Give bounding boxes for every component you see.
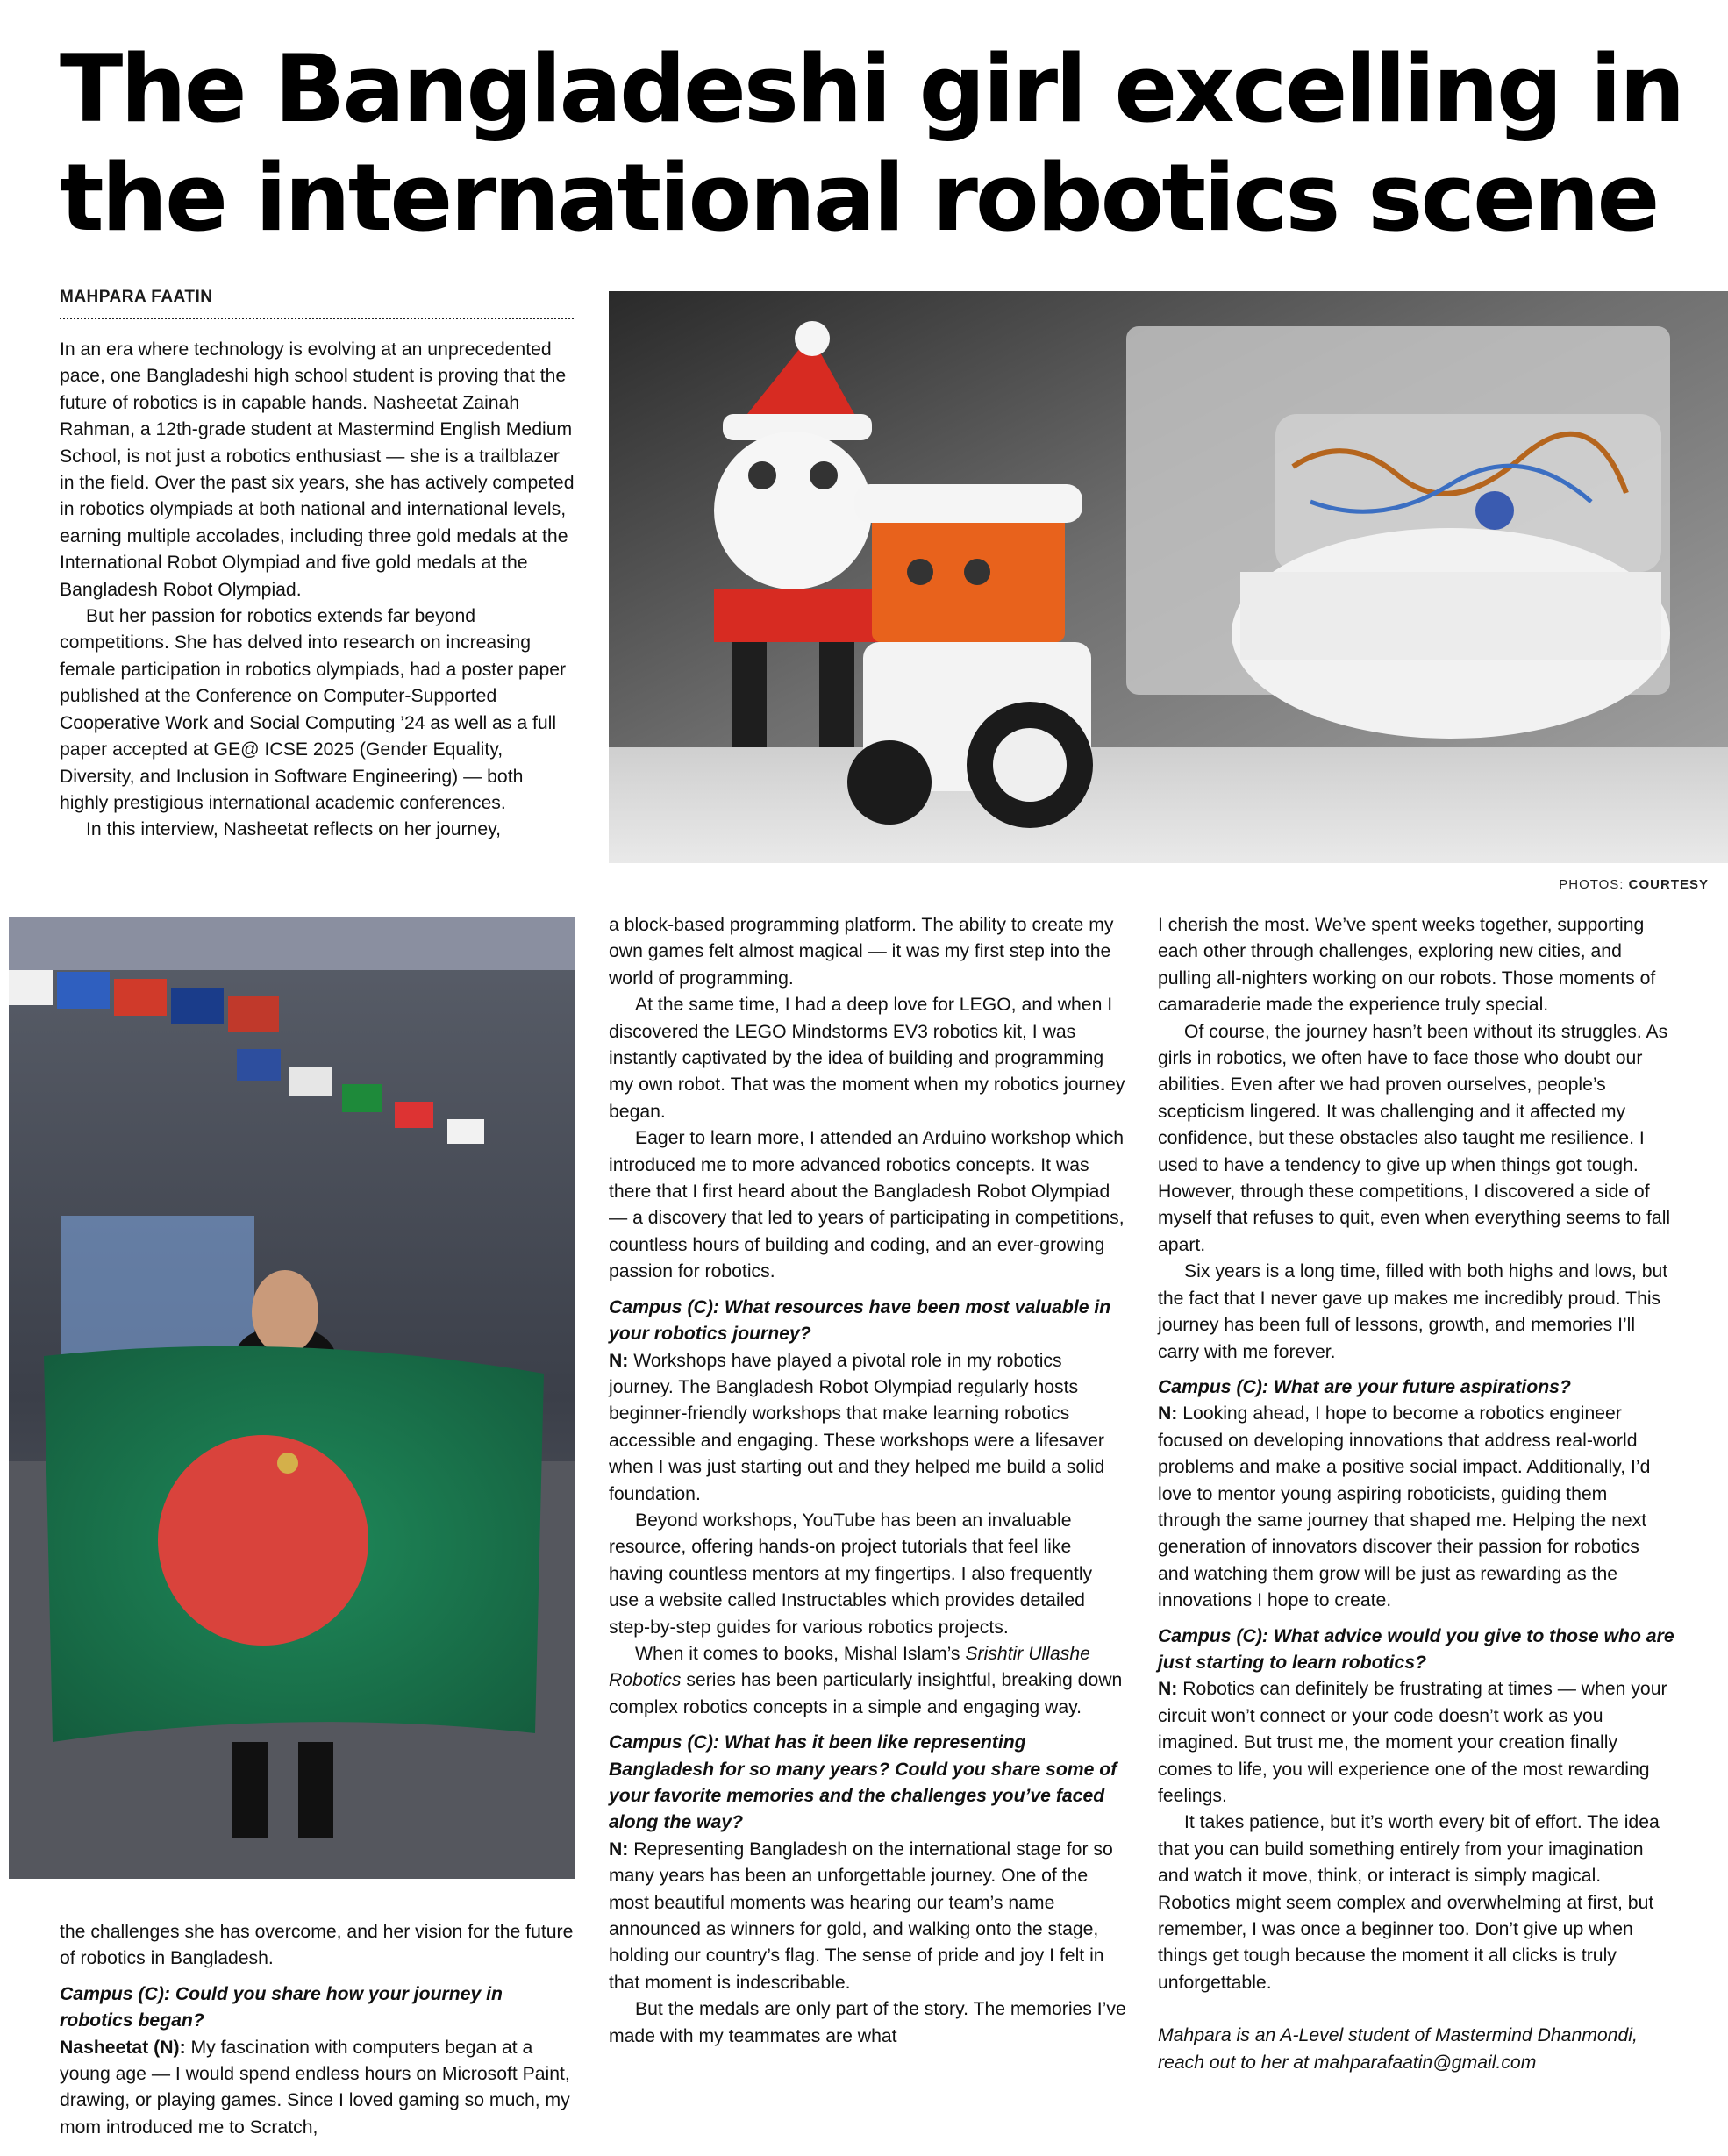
col2-paragraph-6: But the medals are only part of the story. The memories I’ve made with my teammates are what <box>609 1999 1126 2046</box>
passion-paragraph: But her passion for robotics extends far beyond competitions. She has delved into research on increasing female participation in robotics olympiads, had a poster paper published at the Conference on Computer-Supported Cooperative Work and Social Computing ’24 as well as a full paper accepted at GE@ ICSE 2025 (Gender Equality, Diversity, and Inclusion in Software Engineering) — both highly prestigious international academic conferences. <box>60 606 567 813</box>
question-1: Campus (C): Could you share how your journey in robotics began? <box>60 1983 503 2031</box>
answer-5-text: Robotics can definitely be frustrating at times — when your circuit won’t connect or your code doesn’t work as you imagined. But trust me, the moment your creation finally comes to life, you will experience one of the most rewarding feelings. <box>1158 1679 1667 1806</box>
photo-credit-value: COURTESY <box>1628 877 1709 892</box>
col2-paragraph-4: Beyond workshops, YouTube has been an invaluable resource, offering hands-on project tutorials that feel like having countless mentors at my fingertips. I also frequently use a website called Instructables which provides detailed step-by-step guides for various robotics projects. <box>609 1510 1093 1638</box>
question-3: Campus (C): What has it been like representing Bangladesh for so many years? Could you share some of your favorite memories and the challenges you’ve faced along the way? <box>609 1732 1117 1833</box>
answer-4-label: N: <box>1158 1403 1178 1424</box>
col2-paragraph-5 <box>609 1641 1126 1721</box>
robots-photo <box>609 291 1728 863</box>
answer-2-label: N: <box>609 1350 629 1371</box>
books-text-a: When it comes to books, Mishal Islam’s <box>635 1643 966 1664</box>
answer-4-text: Looking ahead, I hope to become a robotics engineer focused on developing innovations that address real-world problems and make a positive social impact. Additionally, I’d love to mentor young aspiring roboticists, guiding them through the same journey that shaped me. Helping the next generation of innovators discover their passion for robotics and watching them grow will be just as rewarding as the innovations I hope to create. <box>1158 1403 1651 1611</box>
flag-photo <box>9 917 575 1879</box>
column-1-bottom <box>60 1919 575 2141</box>
col3-paragraph-3: Six years is a long time, filled with both highs and lows, but the fact that I never gave up makes me incredibly proud. This journey has been full of lessons, growth, and memories I’ll carry with me forever. <box>1158 1261 1668 1362</box>
answer-1 <box>60 2035 575 2142</box>
photo-credit-label: PHOTOS: <box>1559 877 1624 892</box>
books-text-b: series has been particularly insightful, breaking down complex robotics concepts in a simple and engaging way. <box>609 1670 1123 1717</box>
answer-5 <box>1158 1676 1675 1810</box>
answer-3-text: Representing Bangladesh on the international stage for so many years has been an unforgettable journey. One of the most beautiful moments was hearing our team’s name announced as winners for gold, and walking onto the stage, holding our country’s flag. The sense of pride and joy I felt in that moment is indescribable. <box>609 1838 1113 1993</box>
book-title: Srishtir Ullashe Robotics <box>609 1643 1090 1691</box>
photo-credit <box>1559 877 1709 892</box>
headline: The Bangladeshi girl excelling in the international robotics scene <box>60 35 1683 252</box>
author-bio: Mahpara is an A-Level student of Mastermind Dhanmondi, reach out to her at mahparafaatin@gmail.com <box>1158 2025 1638 2073</box>
col3-paragraph-1: I cherish the most. We’ve spent weeks together, supporting each other through challenges, exploring new cities, and pulling all-nighters working on our robots. Those moments of camaraderie made the experience truly special. <box>1158 915 1656 1016</box>
answer-4 <box>1158 1401 1675 1614</box>
column-2 <box>609 912 1126 2050</box>
answer-2 <box>609 1348 1126 1508</box>
col2-paragraph-2: At the same time, I had a deep love for LEGO, and when I discovered the LEGO Mindstorms EV3 robotics kit, I was instantly captivated by the idea of building and programming my own robot. That was the moment when my robotics journey began. <box>609 995 1125 1122</box>
answer-2-text: Workshops have played a pivotal role in my robotics journey. The Bangladesh Robot Olympiad regularly hosts beginner-friendly workshops that make learning robotics accessible and engaging. These workshops were a lifesaver when I was just starting out and they helped me build a solid foundation. <box>609 1350 1105 1504</box>
col2-paragraph-3: Eager to learn more, I attended an Arduino workshop which introduced me to more advanced robotics concepts. It was there that I first heard about the Bangladesh Robot Olympiad — a discovery that led to years of participating in competitions, countless hours of building and coding, and an ever-growing passion for robotics. <box>609 1128 1125 1282</box>
question-4: Campus (C): What are your future aspirations? <box>1158 1376 1571 1397</box>
column-1-top <box>60 337 575 844</box>
col3-paragraph-2: Of course, the journey hasn’t been without its struggles. As girls in robotics, we often have to face those who doubt our abilities. Even after we had proven ourselves, people’s scepticism lingered. It was challenging and it affected my confidence, but these obstacles also taught me resilience. I used to have a tendency to give up when things got tough. However, through these competitions, I discovered a side of myself that refuses to quit, even when everything seems to fall apart. <box>1158 1021 1671 1255</box>
col3-paragraph-4: It takes patience, but it’s worth every bit of effort. The idea that you can build something entirely from your imagination and watch it move, think, or interact is simply magical. Robotics might seem complex and overwhelming at first, but remember, I was once a beginner too. Don’t give up when things get tough because the moment it all clicks is truly unforgettable. <box>1158 1812 1660 1993</box>
column-3 <box>1158 912 1675 2076</box>
question-2: Campus (C): What resources have been most valuable in your robotics journey? <box>609 1296 1111 1345</box>
question-5: Campus (C): What advice would you give to those who are just starting to learn robotics? <box>1158 1625 1674 1673</box>
answer-3-label: N: <box>609 1838 629 1860</box>
col2-paragraph-1: a block-based programming platform. The ability to create my own games felt almost magical — it was my first step into the world of programming. <box>609 915 1114 989</box>
interview-intro-paragraph: In this interview, Nasheetat reflects on her journey, <box>86 819 502 840</box>
answer-1-label: Nasheetat (N): <box>60 2037 186 2058</box>
answer-1-text: My fascination with computers began at a young age — I would spend endless hours on Microsoft Paint, drawing, or playing games. Since I loved gaming so much, my mom introduced me to Scratch, <box>60 2037 570 2138</box>
answer-5-label: N: <box>1158 1679 1178 1700</box>
byline: MAHPARA FAATIN <box>60 288 574 319</box>
interview-intro-continued: the challenges she has overcome, and her vision for the future of robotics in Bangladesh. <box>60 1922 574 1969</box>
intro-paragraph: In an era where technology is evolving at an unprecedented pace, one Bangladeshi high school student is proving that the future of robotics is in capable hands. Nasheetat Zainah Rahman, a 12th-grade student at Mastermind English Medium School, is not just a robotics enthusiast — she is a trailblazer in the field. Over the past six years, she has actively competed in robotics olympiads at both national and international levels, earning multiple accolades, including three gold medals at the International Robot Olympiad and five gold medals at the Bangladesh Robot Olympiad. <box>60 339 575 600</box>
answer-3 <box>609 1837 1126 1996</box>
